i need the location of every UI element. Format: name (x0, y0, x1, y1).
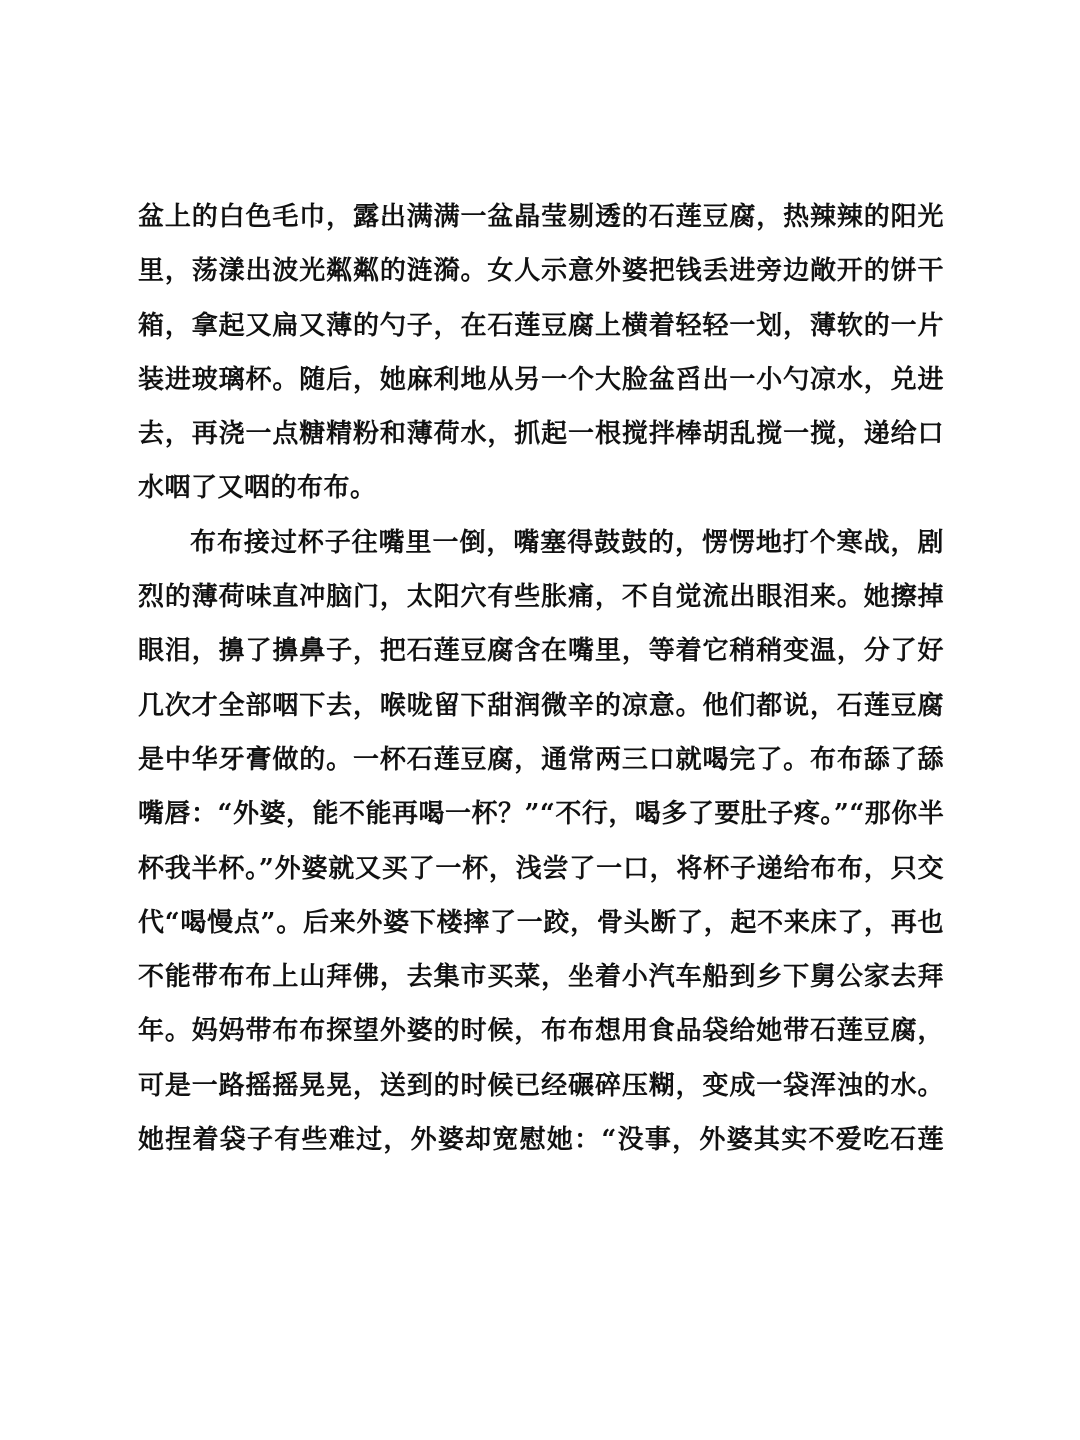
text-line: 几次才全部咽下去，喉咙留下甜润微辛的凉意。他们都说，石莲豆腐 (138, 690, 944, 721)
text-line: 杯我半杯。”外婆就又买了一杯，浅尝了一口，将杯子递给布布，只交 (138, 853, 944, 884)
text-line: 眼泪，擤了擤鼻子，把石莲豆腐含在嘴里，等着它稍稍变温，分了好 (138, 636, 944, 667)
body-text (138, 190, 944, 1167)
text-line: 是中华牙膏做的。一杯石莲豆腐，通常两三口就喝完了。布布舔了舔 (138, 744, 944, 775)
text-line: 年。妈妈带布布探望外婆的时候，布布想用食品袋给她带石莲豆腐， (138, 1016, 944, 1047)
text-line: 箱，拿起又扁又薄的勺子，在石莲豆腐上横着轻轻一划，薄软的一片 (138, 310, 944, 341)
text-line: 嘴唇：“外婆，能不能再喝一杯？”“不行，喝多了要肚子疼。”“那你半 (138, 799, 944, 830)
text-line: 里，荡漾出波光粼粼的涟漪。女人示意外婆把钱丢进旁边敞开的饼干 (138, 256, 944, 287)
text-line: 去，再浇一点糖精粉和薄荷水，抓起一根搅拌棒胡乱搅一搅，递给口 (138, 419, 944, 450)
text-line: 装进玻璃杯。随后，她麻利地从另一个大脸盆舀出一小勺凉水，兑进 (138, 364, 944, 395)
text-line: 代“喝慢点”。后来外婆下楼摔了一跤，骨头断了，起不来床了，再也 (138, 907, 944, 938)
text-line: 她捏着袋子有些难过，外婆却宽慰她：“没事，外婆其实不爱吃石莲 (138, 1125, 944, 1156)
text-line: 不能带布布上山拜佛，去集市买菜，坐着小汽车船到乡下舅公家去拜 (138, 962, 944, 993)
text-line: 盆上的白色毛巾，露出满满一盆晶莹剔透的石莲豆腐，热辣辣的阳光 (138, 202, 944, 232)
text-line: 烈的薄荷味直冲脑门，太阳穴有些胀痛，不自觉流出眼泪来。她擦掉 (138, 582, 944, 613)
text-line: 布布接过杯子往嘴里一倒，嘴塞得鼓鼓的，愣愣地打个寒战，剧 (190, 527, 944, 558)
text-line: 可是一路摇摇晃晃，送到的时候已经碾碎压糊，变成一袋浑浊的水。 (138, 1070, 944, 1101)
text-line: 水咽了又咽的布布。 (138, 473, 377, 504)
